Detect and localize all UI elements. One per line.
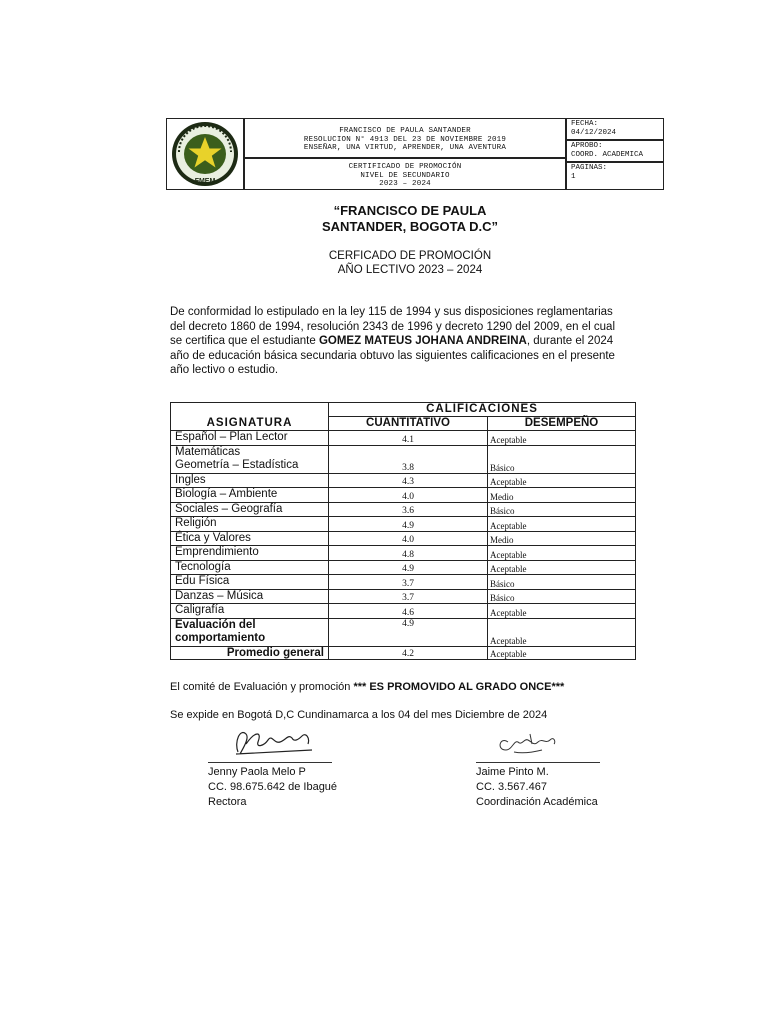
performance-cell: Aceptable xyxy=(488,604,636,619)
promotion-result: *** ES PROMOVIDO AL GRADO ONCE*** xyxy=(353,681,565,693)
performance-cell: Básico xyxy=(488,445,636,473)
issue-statement: Se expide en Bogotá D,C Cundinamarca a los 04 del mes Diciembre de 2024 xyxy=(170,709,548,721)
performance-cell: Básico xyxy=(488,502,636,517)
fecha-label: FECHA: xyxy=(571,120,599,128)
score-cell: 4.0 xyxy=(329,531,488,546)
student-name: GOMEZ MATEUS JOHANA ANDREINA xyxy=(318,335,527,348)
table-row xyxy=(171,502,636,517)
resolution-text: RESOLUCION N° 4913 DEL 23 DE NOVIEMBRE 2019 xyxy=(303,135,507,144)
subject-cell xyxy=(171,445,329,473)
rector-role: Rectora xyxy=(208,796,247,808)
paginas-label: PAGINAS: xyxy=(571,164,608,172)
paragraph-text-1: De conformidad lo estipulado en la ley 115 de 1994 y sus disposiciones reglamentarias del decreto 1860 de 1994, resolución 2343 de 1996 y decreto 1290 del 2009, en el cual se certifica que el estudiante xyxy=(170,306,616,348)
subject-name-line-2: Geometría – Estadística xyxy=(175,459,299,471)
subject-cell xyxy=(171,431,329,446)
subject-cell xyxy=(171,531,329,546)
performance-cell: Aceptable xyxy=(488,431,636,446)
performance-cell: Aceptable xyxy=(488,473,636,488)
institution-name: FRANCISCO DE PAULA SANTANDER xyxy=(339,127,471,135)
table-row xyxy=(171,575,636,590)
performance-cell: Aceptable xyxy=(488,560,636,575)
coordinator-signature xyxy=(494,728,564,758)
aprobo-label: APROBO: xyxy=(571,142,603,150)
school-logo xyxy=(167,119,243,189)
coordinator-block xyxy=(476,765,598,810)
subject-cell xyxy=(171,604,329,619)
performance-cell: Aceptable xyxy=(488,517,636,532)
score-cell: 4.0 xyxy=(329,488,488,503)
school-title-line-2: SANTANDER, BOGOTA D.C” xyxy=(322,219,498,234)
subject-cell xyxy=(171,618,329,646)
subject-name: Caligrafía xyxy=(175,604,225,616)
subject-cell xyxy=(171,502,329,517)
table-row xyxy=(171,531,636,546)
table-row xyxy=(171,604,636,619)
subject-name: Edu Física xyxy=(175,575,230,587)
score-cell: 4.3 xyxy=(329,473,488,488)
score-cell: 4.9 xyxy=(329,560,488,575)
score-cell: 4.9 xyxy=(329,618,488,646)
certificate-title-line-2: AÑO LECTIVO 2023 – 2024 xyxy=(337,264,483,276)
subject-cell xyxy=(171,517,329,532)
coordinator-role: Coordinación Académica xyxy=(476,796,598,808)
table-row xyxy=(171,589,636,604)
score-cell: 3.7 xyxy=(329,589,488,604)
score-cell: 3.6 xyxy=(329,502,488,517)
cert-line-2: NIVEL DE SECUNDARIO xyxy=(360,171,450,180)
performance-cell: Básico xyxy=(488,589,636,604)
subject-cell xyxy=(171,560,329,575)
school-logo-cell xyxy=(166,118,244,190)
committee-prefix: El comité de Evaluación y promoción xyxy=(170,681,354,693)
subject-name: Ética y Valores xyxy=(175,531,251,544)
certificate-title xyxy=(250,249,570,277)
performance-cell: Básico xyxy=(488,575,636,590)
rector-name: Jenny Paola Melo P xyxy=(208,766,306,778)
score-cell: 3.8 xyxy=(329,445,488,473)
table-row xyxy=(171,445,636,473)
performance-cell: Aceptable xyxy=(488,546,636,561)
rector-id: CC. 98.675.642 de Ibagué xyxy=(208,781,338,793)
subject-name: Español – Plan Lector xyxy=(175,431,288,443)
subject-cell xyxy=(171,575,329,590)
score-cell: 4.8 xyxy=(329,546,488,561)
svg-text:FMEM: FMEM xyxy=(194,178,216,185)
subject-name: Tecnología xyxy=(175,560,231,573)
coordinator-name: Jaime Pinto M. xyxy=(476,766,549,778)
document-header xyxy=(166,118,664,190)
paginas-box xyxy=(566,162,664,190)
subject-cell xyxy=(171,546,329,561)
coordinator-signature-line xyxy=(476,762,600,763)
subject-cell xyxy=(171,473,329,488)
subject-name-line-2: comportamiento xyxy=(175,632,266,644)
performance-cell: Aceptable xyxy=(488,618,636,646)
header-certificate-box xyxy=(244,158,566,190)
paragraph-text-2: , durante el 2024 año de educación básica secundaria obtuvo las siguientes calificaciones en el presente año lectivo o estudio. xyxy=(170,335,615,377)
table-row xyxy=(171,473,636,488)
subject-name: Biología – Ambiente xyxy=(175,488,278,500)
subject-name: Danzas – Música xyxy=(175,589,264,602)
motto-text: ENSEÑAR, UNA VIRTUD, APRENDER, UNA AVENTURA xyxy=(303,144,507,152)
subject-cell xyxy=(171,488,329,503)
school-title-line-1: “FRANCISCO DE PAULA xyxy=(333,203,487,218)
school-title xyxy=(250,203,570,235)
committee-statement xyxy=(170,681,564,693)
score-cell: 4.1 xyxy=(329,431,488,446)
table-row xyxy=(171,560,636,575)
subject-cell xyxy=(171,589,329,604)
column-header-performance: DESEMPEÑO xyxy=(488,417,636,431)
column-header-quantitative: CUANTITATIVO xyxy=(329,417,488,431)
score-cell: 4.6 xyxy=(329,604,488,619)
rector-signature xyxy=(228,724,318,760)
grades-table xyxy=(170,402,636,660)
header-institution-box xyxy=(244,118,566,158)
subject-name: Sociales – Geografía xyxy=(175,502,283,515)
performance-cell: Medio xyxy=(488,531,636,546)
table-row xyxy=(171,431,636,446)
coordinator-id: CC. 3.567.467 xyxy=(476,781,547,793)
column-header-grades: CALIFICACIONES xyxy=(329,403,636,417)
subject-name: Matemáticas xyxy=(175,445,241,458)
table-row xyxy=(171,517,636,532)
table-row xyxy=(171,618,636,646)
aprobo-value: COORD. ACADEMICA xyxy=(571,150,644,159)
certificate-title-line-1: CERFICADO DE PROMOCIÓN xyxy=(328,250,492,262)
fecha-box xyxy=(566,118,664,140)
table-row xyxy=(171,546,636,561)
cert-line-3: 2023 – 2024 xyxy=(379,180,431,188)
subject-name: Ingles xyxy=(175,473,206,486)
performance-cell: Medio xyxy=(488,488,636,503)
column-header-subject: ASIGNATURA xyxy=(171,403,329,431)
rector-block xyxy=(208,765,337,810)
average-label: Promedio general xyxy=(171,646,329,659)
table-row xyxy=(171,488,636,503)
rector-signature-line xyxy=(208,762,332,763)
subject-name: Emprendimiento xyxy=(175,546,259,558)
average-row xyxy=(171,646,636,659)
subject-name: Religión xyxy=(175,517,217,529)
certification-paragraph xyxy=(170,305,630,378)
score-cell: 4.9 xyxy=(329,517,488,532)
fecha-value: 04/12/2024 xyxy=(571,128,617,137)
cert-line-1: CERTIFICADO DE PROMOCIÓN xyxy=(348,163,462,171)
average-score: 4.2 xyxy=(329,646,488,659)
average-performance: Aceptable xyxy=(488,646,636,659)
paginas-value: 1 xyxy=(571,172,576,181)
score-cell: 3.7 xyxy=(329,575,488,590)
aprobo-box xyxy=(566,140,664,162)
subject-name: Evaluación del xyxy=(175,618,256,631)
